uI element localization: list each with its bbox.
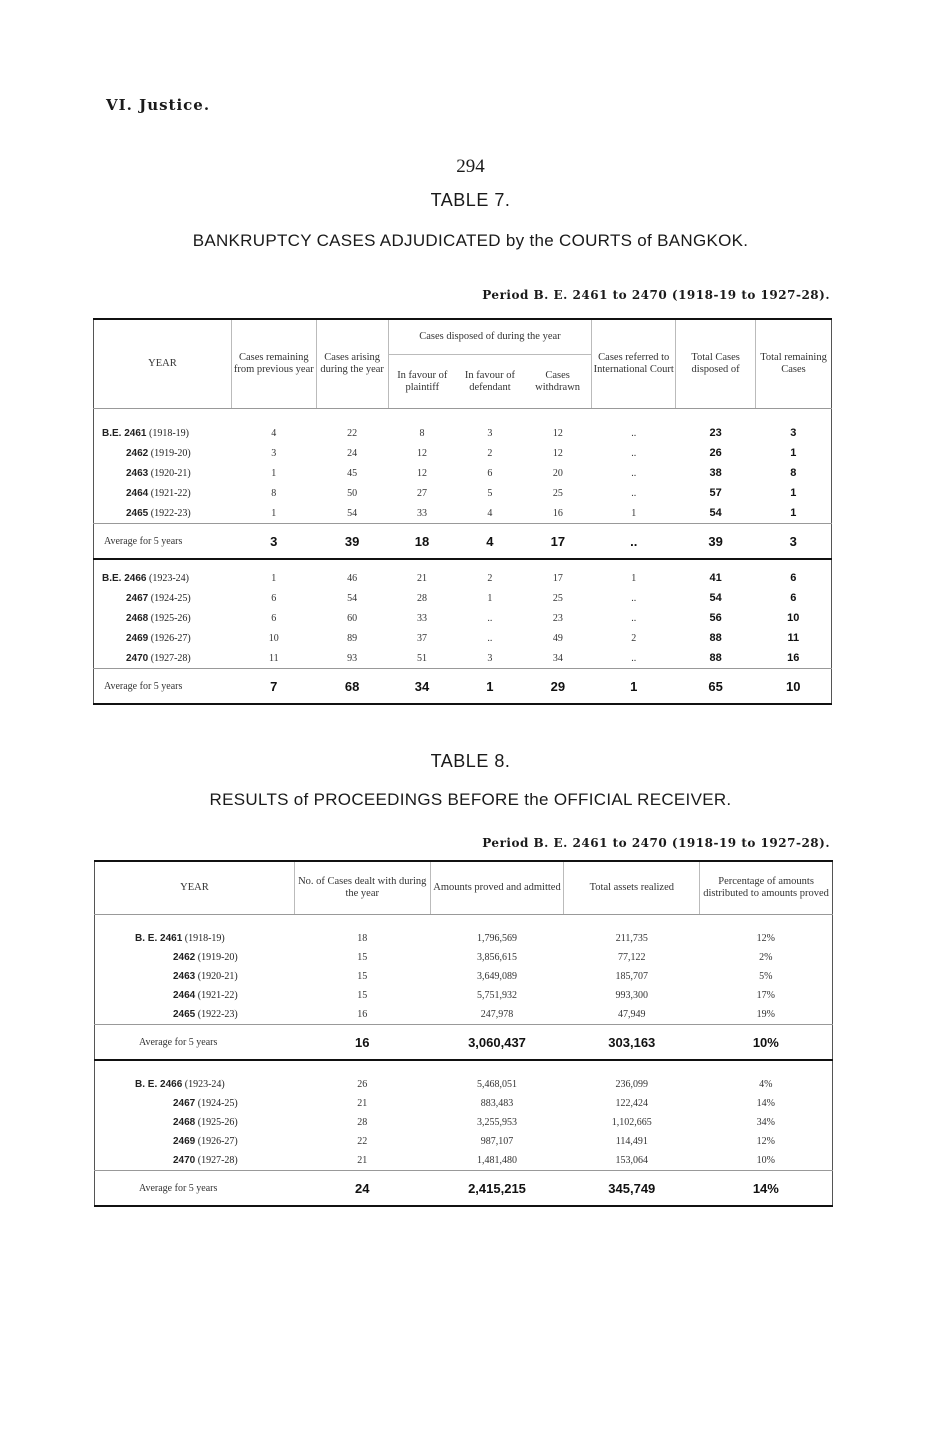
cell-proved: 5,751,932 bbox=[477, 990, 517, 1001]
year-cell bbox=[94, 648, 232, 669]
table-row bbox=[95, 1151, 833, 1171]
table-row bbox=[94, 559, 832, 588]
be-year: 2469 bbox=[173, 1136, 196, 1147]
t8-header-percentage: Percentage of amounts distributed to amounts proved bbox=[700, 861, 833, 915]
cell-assets: 211,735 bbox=[615, 933, 648, 944]
ce-year: (1918-19) bbox=[148, 427, 189, 439]
ce-year: (1927-28) bbox=[150, 652, 191, 664]
cell-percentage: 5% bbox=[759, 971, 773, 982]
average-remaining: 7 bbox=[231, 669, 316, 705]
average-label: Average for 5 years bbox=[94, 524, 232, 560]
cell-defendant: 3 bbox=[487, 652, 493, 664]
table8-period: Period B. E. 2461 to 2470 (1918-19 to 1927-28). bbox=[482, 836, 830, 850]
table7-subtitle: BANKRUPTCY CASES ADJUDICATED by the COURTS of BANGKOK. bbox=[192, 231, 749, 250]
ce-year: (1921-22) bbox=[150, 487, 191, 499]
t8-header-cases: No. of Cases dealt with during the year bbox=[294, 861, 430, 915]
cell-defendant: 1 bbox=[487, 592, 493, 604]
cell-cases: 22 bbox=[357, 1136, 368, 1147]
cell-withdrawn: 20 bbox=[552, 467, 563, 479]
average-label: Average for 5 years bbox=[94, 669, 232, 705]
table-row bbox=[95, 1005, 833, 1025]
ce-year: (1923-24) bbox=[184, 1079, 225, 1090]
cell-withdrawn: 12 bbox=[552, 427, 563, 439]
cell-defendant: .. bbox=[487, 632, 493, 644]
cell-arising: 22 bbox=[347, 427, 358, 439]
be-year: 2463 bbox=[126, 467, 149, 479]
cell-percentage: 12% bbox=[756, 933, 776, 944]
average-defendant: 1 bbox=[456, 669, 524, 705]
cell-total-remaining: 1 bbox=[790, 447, 797, 459]
table-row bbox=[94, 443, 832, 463]
cell-cases: 26 bbox=[294, 1060, 430, 1094]
year-cell bbox=[95, 986, 295, 1005]
cell-plaintiff: 27 bbox=[417, 487, 428, 499]
cell-arising: 60 bbox=[347, 612, 358, 624]
year-cell bbox=[95, 1132, 295, 1151]
cell-percentage: 10% bbox=[756, 1155, 776, 1166]
table8 bbox=[94, 860, 833, 1207]
year-cell bbox=[95, 1005, 295, 1025]
cell-remaining: 8 bbox=[271, 487, 277, 499]
ce-year: (1926-27) bbox=[197, 1136, 238, 1147]
cell-proved: 3,255,953 bbox=[477, 1117, 517, 1128]
cell-assets: 993,300 bbox=[615, 990, 649, 1001]
cell-withdrawn: 25 bbox=[552, 592, 563, 604]
average-total-remaining: 3 bbox=[756, 524, 832, 560]
cell-total-remaining: 10 bbox=[787, 612, 800, 624]
table-row bbox=[94, 463, 832, 483]
cell-total-disposed: 23 bbox=[709, 427, 722, 439]
be-year: 2464 bbox=[173, 990, 196, 1001]
cell-percentage: 12% bbox=[756, 1136, 776, 1147]
cell-remaining: 1 bbox=[271, 467, 277, 479]
table-row bbox=[95, 915, 833, 949]
average-label: Average for 5 years bbox=[95, 1025, 295, 1061]
cell-cases: 15 bbox=[357, 990, 368, 1001]
be-year: B. E. 2461 bbox=[135, 933, 183, 944]
cell-defendant: 5 bbox=[487, 487, 493, 499]
cell-cases: 28 bbox=[357, 1117, 368, 1128]
cell-defendant: 3 bbox=[487, 427, 493, 439]
year-cell bbox=[95, 967, 295, 986]
be-year: 2465 bbox=[126, 507, 149, 519]
cell-withdrawn: 49 bbox=[552, 632, 563, 644]
cell-arising: 93 bbox=[347, 652, 358, 664]
be-year: 2462 bbox=[126, 447, 149, 459]
table7 bbox=[93, 318, 832, 705]
cell-remaining: 3 bbox=[271, 447, 277, 459]
average-proved: 3,060,437 bbox=[430, 1025, 564, 1061]
cell-total-disposed: 57 bbox=[709, 487, 722, 499]
table-row bbox=[94, 588, 832, 608]
cell-withdrawn: 12 bbox=[552, 447, 563, 459]
cell-withdrawn: 17 bbox=[524, 559, 592, 588]
ce-year: (1922-23) bbox=[150, 507, 191, 519]
cell-arising: 54 bbox=[347, 592, 358, 604]
cell-assets: 1,102,665 bbox=[611, 1117, 652, 1128]
t7-header-defendant: In favour of defendant bbox=[456, 355, 524, 409]
cell-total-remaining: 16 bbox=[787, 652, 800, 664]
cell-arising: 54 bbox=[347, 507, 358, 519]
year-cell bbox=[94, 628, 232, 648]
year-cell bbox=[94, 588, 232, 608]
average-percentage: 14% bbox=[700, 1171, 833, 1207]
cell-assets: 153,064 bbox=[615, 1155, 649, 1166]
t7-header-disposed-group: Cases disposed of during the year bbox=[388, 319, 592, 355]
cell-assets: 114,491 bbox=[615, 1136, 648, 1147]
average-row bbox=[95, 1171, 833, 1207]
cell-remaining: 6 bbox=[271, 592, 277, 604]
average-assets: 345,749 bbox=[564, 1171, 700, 1207]
average-row bbox=[94, 669, 832, 705]
cell-plaintiff: 33 bbox=[417, 507, 428, 519]
cell-total-remaining: 6 bbox=[756, 559, 832, 588]
be-year: B.E. 2466 bbox=[102, 572, 147, 584]
cell-cases: 15 bbox=[357, 952, 368, 963]
cell-referred: 1 bbox=[631, 507, 637, 519]
cell-percentage: 19% bbox=[756, 1009, 776, 1020]
ce-year: (1920-21) bbox=[150, 467, 191, 479]
year-cell bbox=[94, 463, 232, 483]
year-cell bbox=[95, 915, 295, 949]
cell-referred: .. bbox=[631, 592, 637, 604]
table-row bbox=[94, 648, 832, 669]
cell-total-remaining: 8 bbox=[790, 467, 797, 479]
cell-withdrawn: 25 bbox=[552, 487, 563, 499]
average-arising: 68 bbox=[316, 669, 388, 705]
t7-header-plaintiff: In favour of plaintiff bbox=[388, 355, 456, 409]
table-row bbox=[94, 628, 832, 648]
ce-year: (1924-25) bbox=[150, 592, 191, 604]
average-withdrawn: 17 bbox=[524, 524, 592, 560]
be-year: 2465 bbox=[173, 1009, 196, 1020]
t7-header-year: YEAR bbox=[94, 319, 232, 409]
cell-plaintiff: 33 bbox=[417, 612, 428, 624]
table8-title: TABLE 8. bbox=[430, 751, 511, 771]
be-year: 2462 bbox=[173, 952, 196, 963]
cell-plaintiff: 12 bbox=[417, 467, 428, 479]
average-plaintiff: 18 bbox=[388, 524, 456, 560]
cell-assets: 47,949 bbox=[618, 1009, 646, 1020]
year-cell bbox=[94, 608, 232, 628]
ce-year: (1918-19) bbox=[184, 933, 225, 944]
cell-plaintiff: 28 bbox=[417, 592, 428, 604]
t7-header-remaining: Cases remaining from previous year bbox=[231, 319, 316, 409]
cell-total-disposed: 56 bbox=[709, 612, 722, 624]
table-row bbox=[95, 1060, 833, 1094]
t8-header-assets: Total assets realized bbox=[564, 861, 700, 915]
page-number: 294 bbox=[456, 156, 485, 177]
cell-total-remaining: 6 bbox=[790, 592, 797, 604]
t8-header-year: YEAR bbox=[95, 861, 295, 915]
table-row bbox=[94, 483, 832, 503]
average-label: Average for 5 years bbox=[95, 1171, 295, 1207]
cell-referred: 2 bbox=[631, 632, 637, 644]
section-heading: VI. Justice. bbox=[106, 96, 211, 114]
average-defendant: 4 bbox=[456, 524, 524, 560]
year-cell bbox=[94, 483, 232, 503]
ce-year: (1925-26) bbox=[197, 1117, 238, 1128]
cell-remaining: 6 bbox=[271, 612, 277, 624]
average-total-disposed: 39 bbox=[676, 524, 756, 560]
cell-referred: .. bbox=[631, 652, 637, 664]
cell-percentage: 34% bbox=[756, 1117, 776, 1128]
t7-header-arising: Cases arising during the year bbox=[316, 319, 388, 409]
cell-total-remaining: 1 bbox=[790, 487, 797, 499]
t8-header-proved: Amounts proved and admitted bbox=[430, 861, 564, 915]
be-year: 2467 bbox=[173, 1098, 196, 1109]
ce-year: (1927-28) bbox=[197, 1155, 238, 1166]
ce-year: (1920-21) bbox=[197, 971, 238, 982]
table-row bbox=[95, 967, 833, 986]
cell-assets: 185,707 bbox=[615, 971, 649, 982]
year-cell bbox=[94, 503, 232, 524]
average-total-remaining: 10 bbox=[756, 669, 832, 705]
table-row bbox=[94, 608, 832, 628]
cell-proved: 5,468,051 bbox=[430, 1060, 564, 1094]
cell-defendant: 4 bbox=[487, 507, 493, 519]
cell-total-remaining: 1 bbox=[790, 507, 797, 519]
cell-cases: 21 bbox=[357, 1155, 368, 1166]
table-row bbox=[94, 409, 832, 444]
cell-percentage: 14% bbox=[756, 1098, 776, 1109]
cell-remaining: 11 bbox=[268, 652, 279, 664]
cell-total-disposed: 41 bbox=[676, 559, 756, 588]
cell-proved: 883,483 bbox=[480, 1098, 514, 1109]
table-row bbox=[94, 503, 832, 524]
cell-percentage: 4% bbox=[700, 1060, 833, 1094]
cell-remaining: 1 bbox=[271, 507, 277, 519]
cell-total-disposed: 26 bbox=[709, 447, 722, 459]
be-year: 2464 bbox=[126, 487, 149, 499]
ce-year: (1922-23) bbox=[197, 1009, 238, 1020]
average-percentage: 10% bbox=[700, 1025, 833, 1061]
cell-percentage: 17% bbox=[756, 990, 776, 1001]
average-referred: 1 bbox=[592, 669, 676, 705]
ce-year: (1919-20) bbox=[150, 447, 191, 459]
table-row bbox=[95, 1132, 833, 1151]
be-year: 2463 bbox=[173, 971, 196, 982]
be-year: 2469 bbox=[126, 632, 149, 644]
cell-referred: .. bbox=[631, 427, 637, 439]
ce-year: (1925-26) bbox=[150, 612, 191, 624]
ce-year: (1923-24) bbox=[148, 572, 189, 584]
cell-remaining: 1 bbox=[231, 559, 316, 588]
cell-arising: 24 bbox=[347, 447, 358, 459]
t7-header-total-disposed: Total Cases disposed of bbox=[676, 319, 756, 409]
cell-plaintiff: 51 bbox=[417, 652, 428, 664]
table-row bbox=[95, 986, 833, 1005]
cell-plaintiff: 12 bbox=[417, 447, 428, 459]
cell-arising: 46 bbox=[316, 559, 388, 588]
cell-referred: 1 bbox=[592, 559, 676, 588]
cell-referred: .. bbox=[631, 447, 637, 459]
cell-total-disposed: 38 bbox=[709, 467, 722, 479]
ce-year: (1921-22) bbox=[197, 990, 238, 1001]
year-cell bbox=[95, 948, 295, 967]
cell-assets: 122,424 bbox=[615, 1098, 649, 1109]
be-year: B.E. 2461 bbox=[102, 427, 147, 439]
cell-defendant: 6 bbox=[487, 467, 493, 479]
table8-subtitle: RESULTS of PROCEEDINGS BEFORE the OFFICIAL RECEIVER. bbox=[209, 790, 732, 809]
t7-header-withdrawn: Cases withdrawn bbox=[524, 355, 592, 409]
average-plaintiff: 34 bbox=[388, 669, 456, 705]
be-year: 2468 bbox=[173, 1117, 196, 1128]
be-year: 2467 bbox=[126, 592, 149, 604]
table-row bbox=[95, 1113, 833, 1132]
cell-total-remaining: 3 bbox=[790, 427, 797, 439]
cell-cases: 16 bbox=[357, 1009, 368, 1020]
cell-referred: .. bbox=[631, 612, 637, 624]
cell-assets: 77,122 bbox=[618, 952, 646, 963]
table-row bbox=[95, 1094, 833, 1113]
cell-referred: .. bbox=[631, 467, 637, 479]
cell-withdrawn: 16 bbox=[552, 507, 563, 519]
cell-proved: 3,649,089 bbox=[477, 971, 517, 982]
ce-year: (1919-20) bbox=[197, 952, 238, 963]
average-cases: 24 bbox=[294, 1171, 430, 1207]
be-year: 2470 bbox=[173, 1155, 196, 1166]
cell-proved: 3,856,615 bbox=[477, 952, 517, 963]
year-cell bbox=[94, 559, 232, 588]
cell-cases: 15 bbox=[357, 971, 368, 982]
cell-arising: 50 bbox=[347, 487, 358, 499]
year-cell bbox=[95, 1060, 295, 1094]
t7-header-referred: Cases referred to International Court bbox=[592, 319, 676, 409]
cell-defendant: .. bbox=[487, 612, 493, 624]
be-year: B. E. 2466 bbox=[135, 1079, 183, 1090]
cell-referred: .. bbox=[631, 487, 637, 499]
cell-proved: 987,107 bbox=[480, 1136, 514, 1147]
cell-remaining: 4 bbox=[271, 427, 277, 439]
be-year: 2468 bbox=[126, 612, 149, 624]
average-proved: 2,415,215 bbox=[430, 1171, 564, 1207]
cell-proved: 1,796,569 bbox=[477, 933, 517, 944]
cell-plaintiff: 8 bbox=[419, 427, 425, 439]
cell-plaintiff: 37 bbox=[417, 632, 428, 644]
be-year: 2470 bbox=[126, 652, 149, 664]
average-row bbox=[95, 1025, 833, 1061]
cell-cases: 18 bbox=[357, 933, 368, 944]
cell-total-disposed: 88 bbox=[709, 632, 722, 644]
cell-cases: 21 bbox=[357, 1098, 368, 1109]
year-cell bbox=[94, 443, 232, 463]
year-cell bbox=[95, 1113, 295, 1132]
cell-defendant: 2 bbox=[487, 447, 493, 459]
t7-header-total-remaining: Total remaining Cases bbox=[756, 319, 832, 409]
cell-defendant: 2 bbox=[456, 559, 524, 588]
cell-total-disposed: 54 bbox=[709, 507, 722, 519]
cell-plaintiff: 21 bbox=[388, 559, 456, 588]
ce-year: (1924-25) bbox=[197, 1098, 238, 1109]
cell-assets: 236,099 bbox=[564, 1060, 700, 1094]
cell-arising: 45 bbox=[347, 467, 358, 479]
table7-period: Period B. E. 2461 to 2470 (1918-19 to 1927-28). bbox=[482, 288, 830, 302]
year-cell bbox=[95, 1094, 295, 1113]
cell-percentage: 2% bbox=[759, 952, 773, 963]
ce-year: (1926-27) bbox=[150, 632, 191, 644]
cell-proved: 247,978 bbox=[480, 1009, 514, 1020]
cell-arising: 89 bbox=[347, 632, 358, 644]
average-assets: 303,163 bbox=[564, 1025, 700, 1061]
average-arising: 39 bbox=[316, 524, 388, 560]
table7-title: TABLE 7. bbox=[430, 190, 511, 210]
table-row bbox=[95, 948, 833, 967]
cell-withdrawn: 23 bbox=[552, 612, 563, 624]
cell-proved: 1,481,480 bbox=[477, 1155, 517, 1166]
cell-total-disposed: 88 bbox=[709, 652, 722, 664]
year-cell bbox=[95, 1151, 295, 1171]
year-cell bbox=[94, 409, 232, 444]
average-total-disposed: 65 bbox=[676, 669, 756, 705]
average-row bbox=[94, 524, 832, 560]
average-remaining: 3 bbox=[231, 524, 316, 560]
average-cases: 16 bbox=[294, 1025, 430, 1061]
average-referred: .. bbox=[592, 524, 676, 560]
cell-remaining: 10 bbox=[268, 632, 279, 644]
cell-total-remaining: 11 bbox=[787, 632, 800, 644]
average-withdrawn: 29 bbox=[524, 669, 592, 705]
cell-total-disposed: 54 bbox=[709, 592, 722, 604]
cell-withdrawn: 34 bbox=[552, 652, 563, 664]
